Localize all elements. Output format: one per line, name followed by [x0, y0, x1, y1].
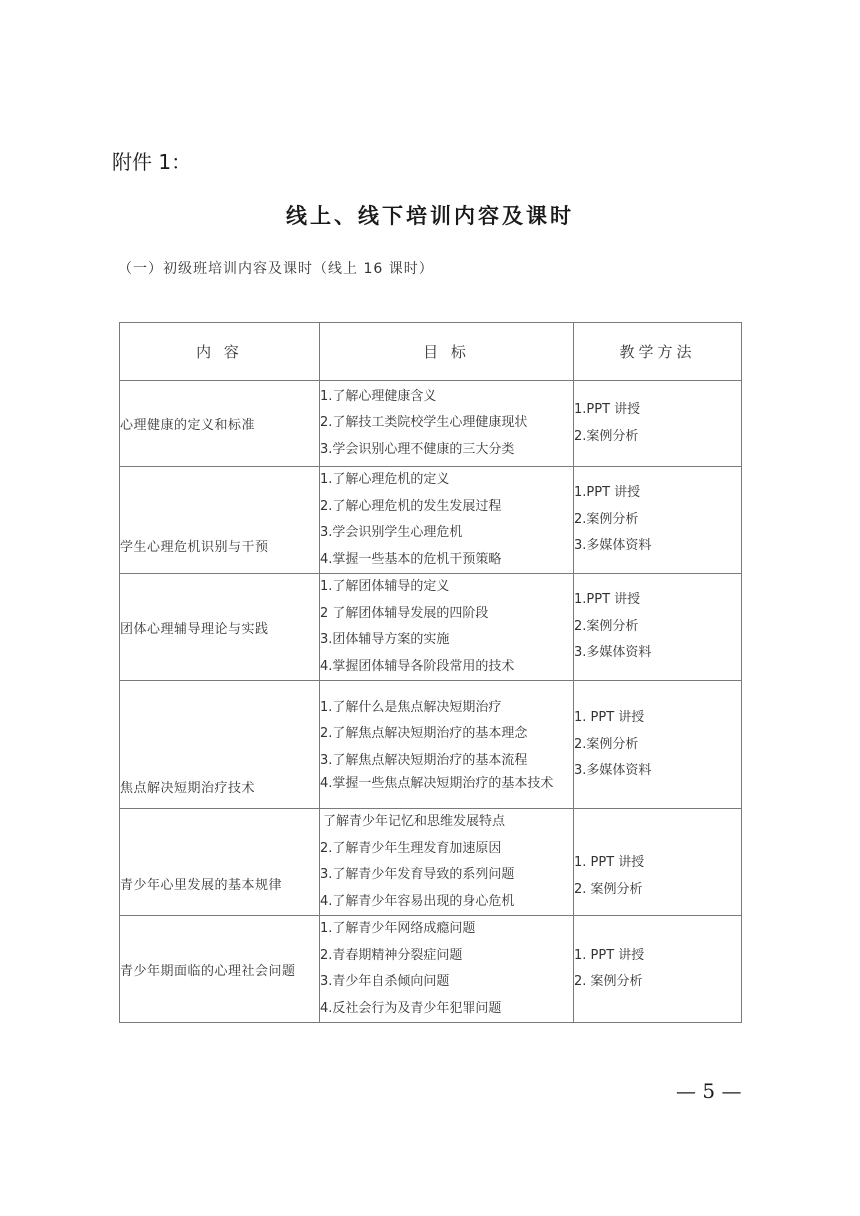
- training-table: [119, 322, 742, 1023]
- table-row: [120, 916, 742, 1023]
- goal-item: 3.青少年自杀倾向问题: [320, 974, 450, 989]
- goal-item: 4.掌握团体辅导各阶段常用的技术: [320, 658, 515, 674]
- row-methods: [574, 809, 742, 916]
- method-item: 2. 案例分析: [574, 881, 643, 897]
- row-methods: [574, 467, 742, 574]
- method-item: 2.案例分析: [574, 618, 639, 634]
- row-goals: [320, 381, 574, 467]
- row-goals: [320, 809, 574, 916]
- row-methods: [574, 574, 742, 681]
- row-content: 学生心理危机识别与干预: [120, 467, 320, 574]
- table-row: [120, 467, 742, 574]
- goal-item: 3.团体辅导方案的实施: [320, 632, 450, 647]
- row-content: 团体心理辅导理论与实践: [120, 574, 320, 681]
- table-row: [120, 681, 742, 809]
- goal-item: 了解青少年记忆和思维发展特点: [323, 814, 506, 829]
- row-methods: [574, 381, 742, 467]
- method-item: 1. PPT 讲授: [574, 855, 645, 870]
- goal-item: 2.了解青少年生理发育加速原因: [320, 840, 502, 856]
- table-row: [120, 381, 742, 467]
- goal-item: 1.了解什么是焦点解决短期治疗: [320, 699, 502, 715]
- goal-item: 2 了解团体辅导发展的四阶段: [320, 605, 489, 621]
- goal-item: 1.了解团体辅导的定义: [320, 579, 450, 594]
- method-item: 2.案例分析: [574, 736, 639, 752]
- goal-item: 3.了解青少年发育导致的系列问题: [320, 867, 515, 882]
- goal-item: 1.了解青少年网络成瘾问题: [320, 921, 476, 936]
- method-item: 1. PPT 讲授: [574, 947, 645, 963]
- method-item: 2.案例分析: [574, 428, 639, 444]
- method-item: 3.多媒体资料: [574, 645, 652, 661]
- goal-item: 3.学会识别心理不健康的三大分类: [320, 441, 515, 457]
- goal-item: 3.学会识别学生心理危机: [320, 525, 463, 540]
- row-goals: [320, 916, 574, 1023]
- method-item: 2. 案例分析: [574, 974, 643, 989]
- goal-item: 4.掌握一些基本的危机干预策略: [320, 551, 502, 567]
- goal-item: 1.了解心理危机的定义: [320, 472, 450, 487]
- header-content: 内 容: [120, 323, 320, 381]
- row-goals: [320, 681, 574, 809]
- method-item: 1. PPT 讲授: [574, 710, 645, 725]
- method-item: 1.PPT 讲授: [574, 402, 641, 417]
- section-subtitle: （一）初级班培训内容及课时（线上 16 课时）: [118, 261, 434, 277]
- row-content: 青少年心里发展的基本规律: [120, 809, 320, 916]
- method-item: 3.多媒体资料: [574, 538, 652, 554]
- row-goals: [320, 574, 574, 681]
- goal-item: 4.掌握一些焦点解决短期治疗的基本技术: [320, 776, 554, 792]
- goal-item: 2.了解焦点解决短期治疗的基本理念: [320, 726, 528, 742]
- header-method: 教学方法: [574, 323, 742, 381]
- row-content: 焦点解决短期治疗技术: [120, 681, 320, 809]
- header-goal: 目 标: [320, 323, 574, 381]
- row-content: 心理健康的定义和标准: [120, 381, 320, 467]
- goal-item: 4.了解青少年容易出现的身心危机: [320, 893, 515, 909]
- method-item: 1.PPT 讲授: [574, 592, 641, 608]
- goal-item: 1.了解心理健康含义: [320, 388, 437, 404]
- table-row: [120, 809, 742, 916]
- goal-item: 2.了解技工类院校学生心理健康现状: [320, 415, 528, 431]
- method-item: 1.PPT 讲授: [574, 485, 641, 501]
- table-header-row: [120, 323, 742, 381]
- method-item: 3.多媒体资料: [574, 763, 652, 778]
- goal-item: 2.了解心理危机的发生发展过程: [320, 498, 502, 514]
- row-goals: [320, 467, 574, 574]
- table-row: [120, 574, 742, 681]
- page-number: — 5 —: [676, 1079, 742, 1103]
- row-content: 青少年期面临的心理社会问题: [120, 916, 320, 1023]
- document-title: 线上、线下培训内容及课时: [286, 204, 574, 228]
- goal-item: 4.反社会行为及青少年犯罪问题: [320, 1000, 502, 1016]
- goal-item: 2.青春期精神分裂症问题: [320, 947, 463, 963]
- row-methods: [574, 916, 742, 1023]
- method-item: 2.案例分析: [574, 511, 639, 527]
- row-methods: [574, 681, 742, 809]
- goal-item: 3.了解焦点解决短期治疗的基本流程: [320, 752, 528, 768]
- attachment-label: 附件 1：: [112, 150, 192, 174]
